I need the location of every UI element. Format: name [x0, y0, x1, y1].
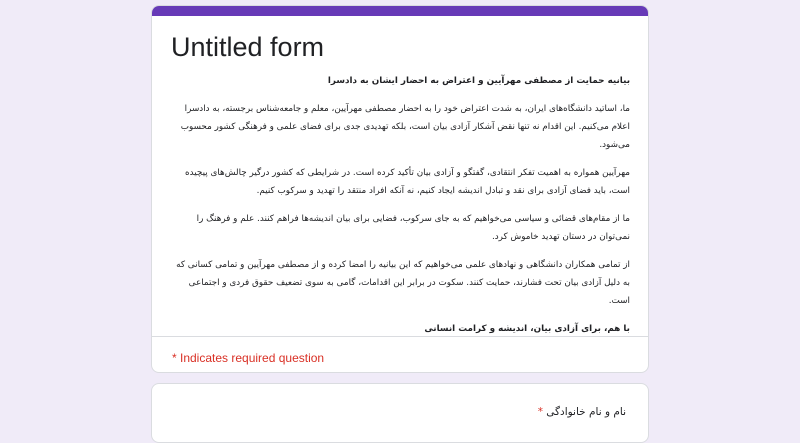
header-divider	[152, 336, 648, 337]
description-paragraph-2: مهرآیین همواره به اهمیت تفکر انتقادی، گفتگو و آزادی بیان تأکید کرده است. در شرایطی که کشور درگیر چالش‌های پیچیده است، باید فضای آزادی برای نقد و تبادل اندیشه ایجاد کنیم، نه آنکه افراد منتقد را تهدید و سرکوب کنیم.	[185, 168, 630, 196]
required-question-note: * Indicates required question	[172, 351, 325, 365]
description-paragraph-1: ما، اساتید دانشگاه‌های ایران، به شدت اعتراض خود را به احضار مصطفی مهرآیین، معلم و جامعه‌شناس برجسته، به دادسرا اعلام می‌کنیم. این اقدام نه تنها نقض آشکار آزادی بیان است، بلکه تهدیدی جدی برای فضای علمی و فرهنگی کشور محسوب می‌شود.	[180, 104, 630, 150]
form-title: Untitled form	[171, 32, 325, 62]
description-closing: با هم، برای آزادی بیان، اندیشه و کرامت انسانی	[424, 324, 630, 334]
question-label: نام و نام خانوادگی	[546, 406, 626, 418]
form-accent-bar	[152, 6, 648, 16]
description-paragraph-4: از تمامی همکاران دانشگاهی و نهادهای علمی می‌خواهیم که این بیانیه را امضا کرده و از مصطفی مهرآیین و تمامی کسانی که به دلیل آزادی بیان تحت فشارند، حمایت کنند. سکوت در برابر این اقدامات، گامی به سوی تضعیف حقوق فردی و اجتماعی است.	[176, 260, 630, 306]
description-heading: بیانیه حمایت از مصطفی مهرآیین و اعتراض به احضار ایشان به دادسرا	[327, 76, 630, 86]
form-header-card	[151, 5, 649, 373]
question-card-full-name[interactable]	[151, 383, 649, 443]
question-title	[538, 406, 626, 418]
required-asterisk: *	[537, 406, 543, 418]
description-paragraph-3: ما از مقام‌های قضائی و سیاسی می‌خواهیم که به جای سرکوب، فضایی برای بیان اندیشه‌ها فراهم کنند. علم و فرهنگ را نمی‌توان در دستان تهدید خاموش کرد.	[196, 214, 630, 242]
form-description	[174, 72, 630, 348]
